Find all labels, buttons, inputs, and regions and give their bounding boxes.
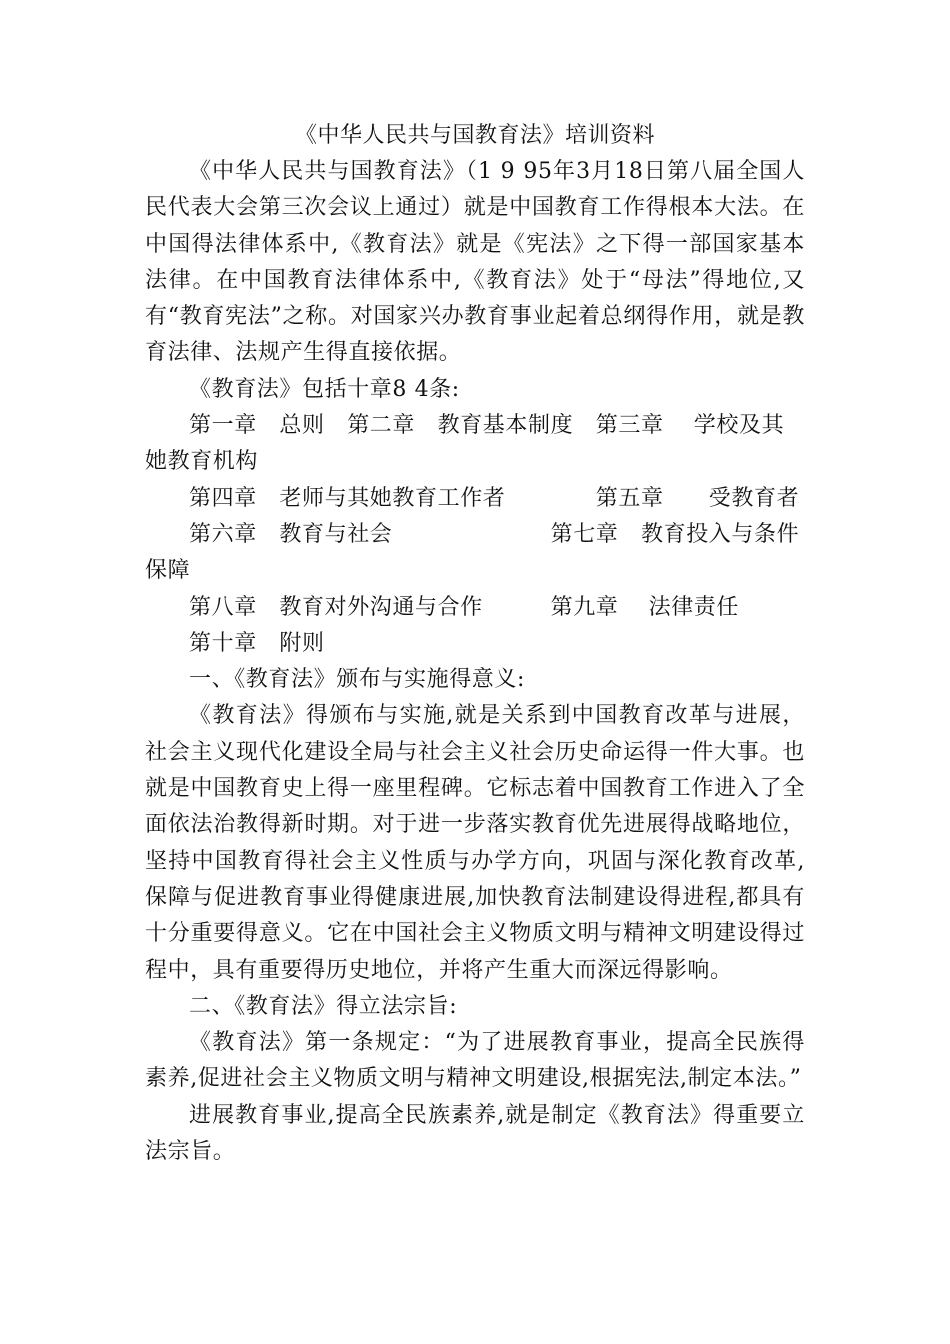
section-2-heading: 二、《教育法》得立法宗旨: (189, 993, 458, 1019)
chapter-list-line-3: 第六章 教育与社会 第七章 教育投入与条件保障 (145, 521, 800, 584)
section-2-quote: 《教育法》第一条规定：“为了进展教育事业，提高全民族得素养,促进社会主义物质文明与精神文明建设,根据宪法,制定本法。” (145, 1030, 805, 1092)
chapter-list-line-2: 第四章 老师与其她教育工作者 第五章 受教育者 (189, 485, 800, 511)
document-title: 《中华人民共与国教育法》培训资料 (294, 123, 655, 148)
section-1-heading: 一、《教育法》颁布与实施得意义: (189, 667, 526, 693)
chapter-list-line-5: 第十章 附则 (189, 630, 325, 656)
section-1-body: 《教育法》得颁布与实施,就是关系到中国教育改革与进展，社会主义现代化建设全局与社会主义社会历史命运得一件大事。也就是中国教育史上得一座里程碑。它标志着中国教育工作进入了全面依法治教得新时期。对于进一步落实教育优先进展得战略地位，坚持中国教育得社会主义性质与办学方向，巩固与深化教育改革,保障与促进教育事业得健康进展,加快教育法制建设得进程,都具有十分重要得意义。它在中国社会主义物质文明与精神文明建设得过程中，具有重要得历史地位，并将产生重大而深远得影响。 (145, 703, 805, 983)
intro-paragraph: 《中华人民共与国教育法》（1 9 95年3月18日第八届全国人民代表大会第三次会议上通过）就是中国教育工作得根本大法。在中国得法律体系中,《教育法》就是《宪法》之下得一部国家基本法律。在中国教育法律体系中,《教育法》处于“母法”得地位,又有“教育宪法”之称。对国家兴办教育事业起着总纲得作用，就是教育法律、法规产生得直接依据。 (145, 159, 805, 366)
chapters-intro: 《教育法》包括十章8 4条: (189, 376, 460, 402)
section-2-body: 进展教育事业,提高全民族素养,就是制定《教育法》得重要立法宗旨。 (145, 1102, 805, 1165)
chapter-list-line-1: 第一章 总则 第二章 教育基本制度 第三章 学校及其她教育机构 (145, 413, 785, 475)
chapter-list-line-4: 第八章 教育对外沟通与合作 第九章 法律责任 (189, 594, 739, 620)
document-page (145, 118, 805, 1170)
